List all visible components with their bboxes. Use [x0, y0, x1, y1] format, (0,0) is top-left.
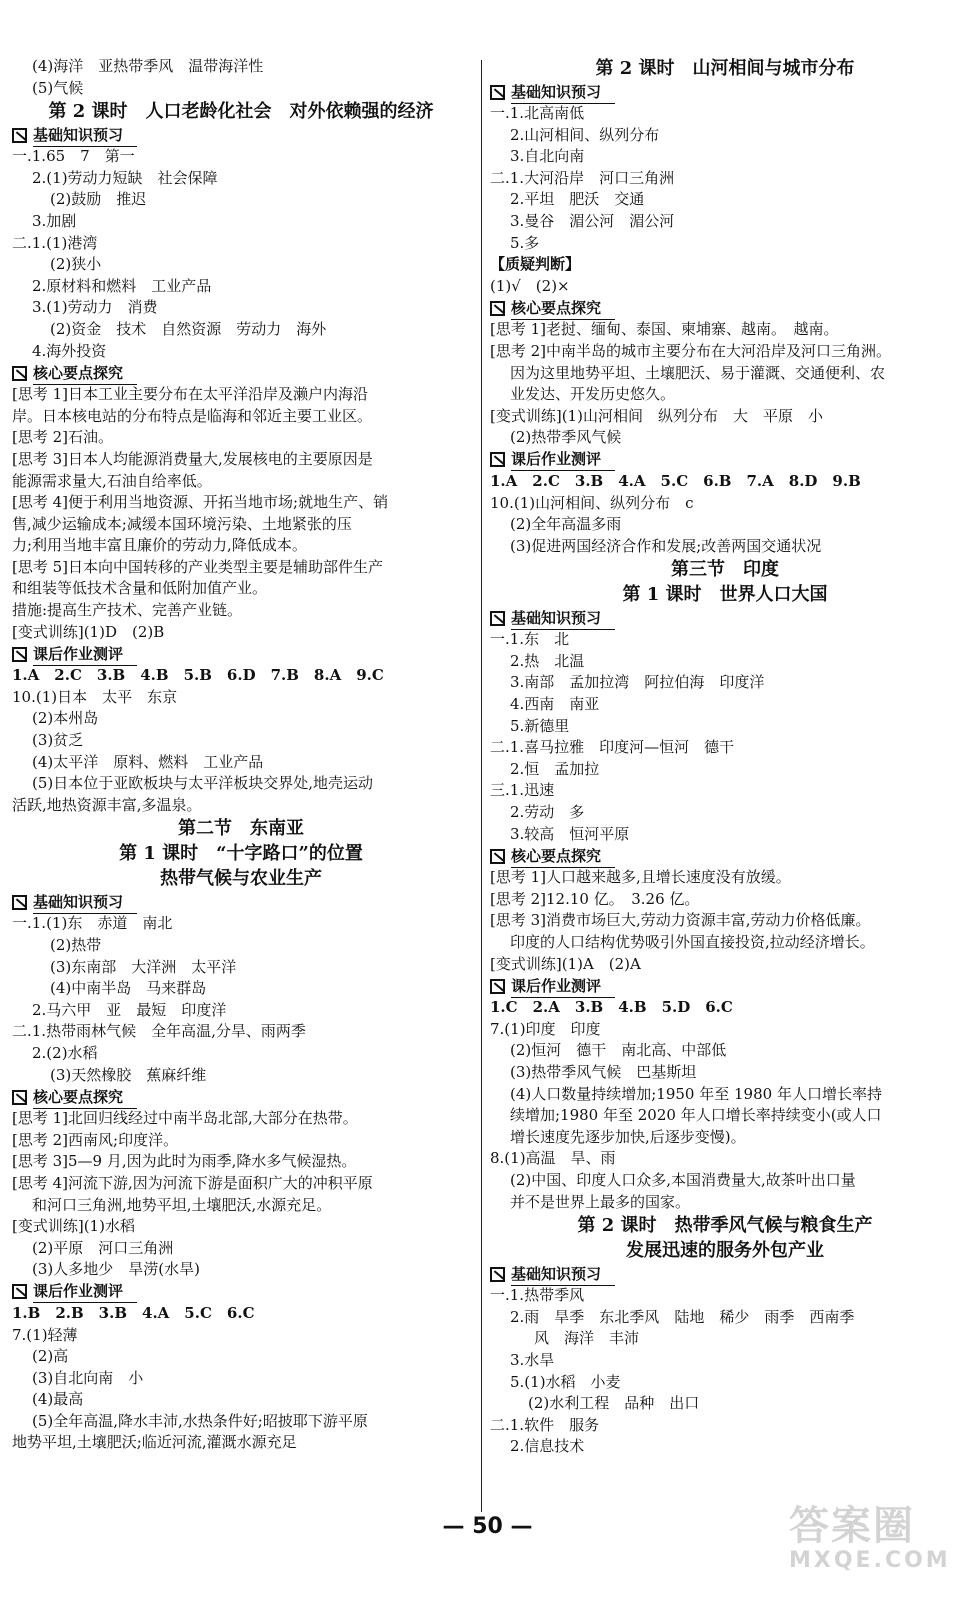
answer-line: (2)狭小	[50, 255, 102, 274]
lesson-heading: 第 2 课时 热带季风气候与粮食生产	[577, 1215, 873, 1237]
section-label: 核心要点探究	[511, 297, 615, 320]
answer-line: 和组装等低技术含量和低附加值产业。	[12, 579, 268, 598]
answer-line: (3)天然橡胶 蕉麻纤维	[50, 1065, 207, 1084]
answer-line: [思考 2]石油。	[12, 428, 114, 447]
section-header	[490, 449, 960, 471]
answer-line: 7.(1)轻薄	[12, 1325, 78, 1344]
section-label: 基础知识预习	[511, 1263, 615, 1286]
answer-line: (2)本州岛	[32, 709, 99, 728]
pencil-box-icon	[490, 1267, 505, 1282]
answer-line: 二.1.喜马拉雅 印度河—恒河 德干	[490, 738, 735, 757]
answer-line: (2)恒河 德干 南北高、中部低	[510, 1041, 727, 1060]
answer-line: 岸。日本核电站的分布特点是临海和邻近主要工业区。	[12, 406, 373, 425]
answer-line: [思考 1]日本工业主要分布在太平洋沿岸及濑户内海沿	[12, 385, 369, 404]
pencil-box-icon	[12, 128, 27, 143]
answer-line: (2)热带	[50, 936, 102, 954]
answer-line: (2)水利工程 品种 出口	[528, 1394, 700, 1413]
answer-line: 【质疑判断】	[490, 255, 581, 274]
answer-line: [思考 3]日本人均能源消费量大,发展核电的主要原因是	[12, 449, 373, 468]
answer-line: 印度的人口结构优势吸引外国直接投资,拉动经济增长。	[510, 933, 875, 951]
answer-line: 业发达、开发历史悠久。	[510, 385, 676, 404]
answer-line: [变式训练](1)山河相间 纵列分布 大 平原 小	[490, 406, 823, 425]
lesson-heading: 第 1 课时 “十字路口”的位置	[119, 843, 363, 865]
answer-line: 一.1.东 北	[490, 630, 570, 649]
answer-line: 3.南部 孟加拉湾 阿拉伯海 印度洋	[510, 673, 765, 692]
answer-line: (4)最高	[32, 1390, 84, 1409]
answer-line: (5)日本位于亚欧板块与太平洋板块交界处,地壳运动	[32, 774, 374, 793]
answer-line: (4)海洋 亚热带季风 温带海洋性	[32, 57, 264, 75]
answer-line: 一.1.热带季风	[490, 1286, 585, 1305]
answer-line: [思考 3]消费市场巨大,劳动力资源丰富,劳动力价格低廉。	[490, 911, 871, 930]
answer-line: [思考 2]西南风;印度洋。	[12, 1130, 179, 1149]
answer-line: 因为这里地势平坦、土壤肥沃、易于灌溉、交通便利、农	[510, 363, 886, 382]
answer-line: (3)自北向南 小	[32, 1368, 144, 1387]
answer-line: [变式训练](1)A (2)A	[490, 954, 641, 973]
section-label: 课后作业测评	[511, 975, 615, 998]
answer-line: [思考 1]人口越来越多,且增长速度没有放缓。	[490, 868, 791, 887]
pencil-box-icon	[490, 979, 505, 994]
answer-line: 一.1.(1)东 赤道 南北	[12, 914, 173, 933]
answer-line: (2)全年高温多雨	[510, 515, 622, 534]
pencil-box-icon	[12, 895, 27, 910]
column-divider	[481, 60, 482, 1512]
answer-line: 2.山河相间、纵列分布	[510, 125, 660, 144]
answer-line: 措施:提高生产技术、完善产业链。	[12, 601, 243, 620]
lesson-heading: 发展迅速的服务外包产业	[626, 1240, 824, 1262]
pencil-box-icon	[12, 1284, 27, 1299]
lesson-heading: 第 2 课时 人口老龄化社会 对外依赖强的经济	[48, 101, 434, 123]
answer-line: (2)资金 技术 自然资源 劳动力 海外	[50, 319, 327, 338]
answer-line: 5.多	[510, 233, 540, 252]
answer-line: (5)气候	[32, 78, 84, 97]
answer-line: 增长速度先逐步加快,后逐步变慢)。	[510, 1127, 746, 1146]
answer-line: (5)全年高温,降水丰沛,水热条件好;昭披耶下游平原	[32, 1411, 368, 1430]
answer-line: [思考 4]便于利用当地资源、开拓当地市场;就地生产、销	[12, 493, 389, 512]
answer-line: 2.恒 孟加拉	[510, 759, 600, 778]
answer-line: (3)热带季风气候 巴基斯坦	[510, 1062, 697, 1081]
answer-line: (2)高	[32, 1347, 69, 1366]
answer-line: 一.1.北高南低	[490, 104, 585, 122]
answer-line: [思考 1]北回归线经过中南半岛北部,大部分在热带。	[12, 1109, 358, 1128]
answer-line: (2)热带季风气候	[510, 428, 622, 447]
answer-line: 3.较高 恒河平原	[510, 824, 630, 843]
answer-line: 4.西南 南亚	[510, 695, 600, 714]
answer-line: 1.A 2.C 3.B 4.A 5.C 6.B 7.A 8.D 9.B	[490, 471, 861, 490]
answer-line: (3)促进两国经济合作和发展;改善两国交通状况	[510, 536, 822, 555]
answer-line: [思考 1]老挝、缅甸、泰国、柬埔寨、越南。 越南。	[490, 320, 839, 339]
pencil-box-icon	[490, 452, 505, 467]
answer-line: 2.雨 旱季 东北季风 陆地 稀少 雨季 西南季	[510, 1307, 855, 1326]
section-label: 课后作业测评	[33, 1280, 137, 1303]
right-column	[490, 56, 960, 1458]
left-column	[12, 56, 470, 1454]
answer-line: (3)人多地少 旱涝(水旱)	[32, 1260, 200, 1279]
section-header	[12, 1086, 470, 1108]
watermark-text-cn: 答案圈	[789, 1503, 915, 1549]
section-header	[12, 362, 470, 384]
answer-line: [变式训练](1)D (2)B	[12, 622, 165, 641]
answer-line: 3.水旱	[510, 1350, 555, 1369]
answer-line: 和河口三角洲,地势平坦,土壤肥沃,水源充足。	[32, 1195, 332, 1214]
section-label: 核心要点探究	[511, 845, 615, 868]
answer-line: 3.自北向南	[510, 147, 585, 166]
pencil-box-icon	[490, 611, 505, 626]
pencil-box-icon	[490, 301, 505, 316]
section-header	[490, 845, 960, 867]
section-header	[490, 297, 960, 319]
lesson-heading: 第三节 印度	[671, 559, 779, 581]
section-header	[12, 643, 470, 665]
answer-line: 二.1.热带雨林气候 全年高温,分旱、雨两季	[12, 1022, 306, 1041]
answer-line: 2.(1)劳动力短缺 社会保障	[32, 168, 218, 187]
answer-line: 3.(1)劳动力 消费	[32, 298, 158, 317]
lesson-heading: 第 1 课时 世界人口大国	[622, 584, 828, 606]
section-label: 基础知识预习	[511, 607, 615, 630]
answer-line: 8.(1)高温 旱、雨	[490, 1149, 616, 1168]
section-label: 课后作业测评	[511, 448, 615, 471]
lesson-heading: 第二节 东南亚	[178, 818, 304, 840]
answer-line: 售,减少运输成本;减缓本国环境污染、土地紧张的压	[12, 514, 352, 533]
lesson-heading: 第 2 课时 山河相间与城市分布	[595, 58, 855, 79]
answer-line: 5.(1)水稻 小麦	[510, 1372, 621, 1391]
answer-line: 10.(1)山河相间、纵列分布 c	[490, 493, 694, 512]
answer-line: [变式训练](1)水稻	[12, 1217, 135, 1236]
answer-line: 风 海洋 丰沛	[534, 1329, 640, 1348]
pencil-box-icon	[12, 1090, 27, 1105]
answer-line: 并不是世界上最多的国家。	[510, 1192, 691, 1211]
answer-line: (1)√ (2)×	[490, 276, 570, 295]
watermark-logo	[789, 1504, 959, 1578]
answer-line: 二.1.(1)港湾	[12, 233, 98, 252]
answer-line: 二.1.大河沿岸 河口三角洲	[490, 168, 675, 187]
answer-line: (2)平原 河口三角洲	[32, 1238, 174, 1257]
answer-line: (2)鼓励 推迟	[50, 190, 147, 209]
answer-line: [思考 5]日本向中国转移的产业类型主要是辅助部件生产	[12, 557, 384, 576]
section-label: 课后作业测评	[33, 643, 137, 666]
answer-line: 2.平坦 肥沃 交通	[510, 190, 645, 209]
answer-line: 2.劳动 多	[510, 803, 585, 822]
answer-line: 二.1.软件 服务	[490, 1415, 600, 1434]
answer-line: [思考 4]河流下游,因为河流下游是面积广大的冲积平原	[12, 1173, 373, 1192]
section-header	[490, 81, 960, 103]
pencil-box-icon	[12, 366, 27, 381]
answer-line: 3.曼谷 湄公河 湄公河	[510, 211, 675, 230]
answer-line: 能源需求量大,石油自给率低。	[12, 471, 212, 490]
answer-line: 5.新德里	[510, 716, 570, 735]
answer-line: (4)中南半岛 马来群岛	[50, 979, 207, 998]
section-label: 核心要点探究	[33, 362, 137, 385]
section-label: 基础知识预习	[33, 891, 137, 914]
answer-line: 活跃,地热资源丰富,多温泉。	[12, 795, 202, 814]
answer-line: 三.1.迅速	[490, 781, 555, 800]
answer-line: 地势平坦,土壤肥沃;临近河流,灌溉水源充足	[12, 1433, 297, 1452]
section-header	[12, 124, 470, 146]
answer-line: 4.海外投资	[32, 341, 107, 360]
answer-line: 10.(1)日本 太平 东京	[12, 687, 178, 706]
pencil-box-icon	[12, 647, 27, 662]
answer-line: (4)人口数量持续增加;1950 年至 1980 年人口增长率持	[510, 1084, 882, 1103]
answer-line: (3)贫乏	[32, 731, 84, 750]
section-header	[12, 891, 470, 913]
section-header	[12, 1281, 470, 1303]
answer-line: [思考 3]5—9 月,因为此时为雨季,降水多气候湿热。	[12, 1152, 357, 1171]
lesson-heading: 热带气候与农业生产	[160, 868, 322, 890]
section-header	[490, 975, 960, 997]
section-label: 核心要点探究	[33, 1086, 137, 1109]
answer-line: (3)东南部 大洋洲 太平洋	[50, 957, 237, 976]
answer-line: 一.1.65 7 第一	[12, 147, 135, 166]
answer-line: 2.热 北温	[510, 651, 585, 670]
answer-line: 1.A 2.C 3.B 4.B 5.B 6.D 7.B 8.A 9.C	[12, 666, 384, 685]
answer-line: 2.原材料和燃料 工业产品	[32, 276, 212, 295]
answer-line: 3.加剧	[32, 211, 77, 230]
section-header	[490, 607, 960, 629]
pencil-box-icon	[490, 85, 505, 100]
section-label: 基础知识预习	[33, 124, 137, 147]
pencil-box-icon	[490, 849, 505, 864]
watermark-text-en: MXQE.COM	[789, 1548, 951, 1573]
section-header	[490, 1263, 960, 1285]
answer-line: 2.(2)水稻	[32, 1043, 98, 1062]
answer-line: 续增加;1980 年至 2020 年人口增长率持续变小(或人口	[510, 1106, 882, 1125]
answer-line: 1.B 2.B 3.B 4.A 5.C 6.C	[12, 1303, 255, 1322]
answer-line: 2.信息技术	[510, 1437, 585, 1456]
answer-line: 力;利用当地丰富且廉价的劳动力,降低成本。	[12, 536, 307, 555]
answer-line: [思考 2]12.10 亿。 3.26 亿。	[490, 889, 700, 908]
answer-line: 7.(1)印度 印度	[490, 1019, 601, 1038]
answer-line: (4)太平洋 原料、燃料 工业产品	[32, 752, 264, 771]
answer-line: 1.C 2.A 3.B 4.B 5.D 6.C	[490, 998, 733, 1017]
answer-line: (2)中国、印度人口众多,本国消费量大,故茶叶出口量	[510, 1170, 856, 1189]
page-number: — 50 —	[442, 1514, 533, 1539]
section-label: 基础知识预习	[511, 81, 615, 104]
answer-line: [思考 2]中南半岛的城市主要分布在大河沿岸及河口三角洲。	[490, 341, 892, 360]
answer-line: 2.马六甲 亚 最短 印度洋	[32, 1000, 227, 1019]
